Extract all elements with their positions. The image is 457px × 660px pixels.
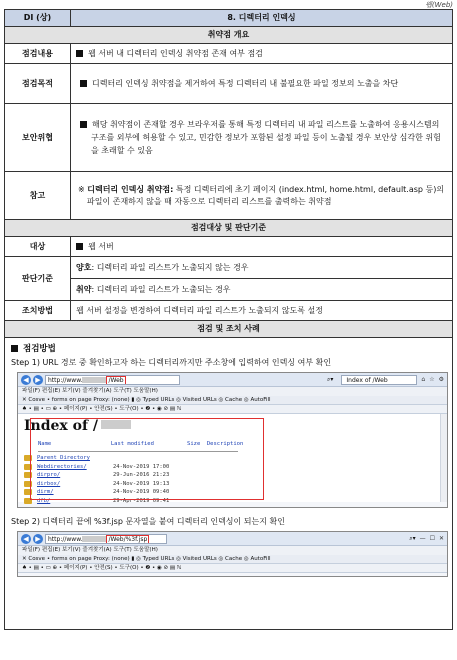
gear-icon[interactable]: ⚙ xyxy=(438,375,444,383)
item-code: DI (상) xyxy=(5,10,71,27)
directory-link[interactable]: Parent Directory xyxy=(37,455,90,461)
url-field[interactable]: http://www. /Web/%3f.jsp xyxy=(45,534,167,544)
row-judge-good xyxy=(5,257,453,279)
row-check-purpose: 점검목적 디렉터리 인덱싱 취약점을 제거하여 특정 디렉터리 내 불필요한 파일 정보의 노출을 차단 xyxy=(5,64,453,104)
row-note: 참고 ※ 디렉터리 인덱싱 취약점: 특정 디렉터리에 초기 페이지 (index.html, home.html, default.asp 등)의 파일이 존재하지 않을 때 자동으로 디렉터리 리스트를 출력하는 취약점 xyxy=(5,172,453,220)
back-icon[interactable]: ◀ xyxy=(21,375,31,385)
directory-link[interactable]: Webdirectories/ xyxy=(37,463,87,470)
page-content xyxy=(18,414,447,502)
good-text: : 디렉터리 파일 리스트가 노출되지 않는 경우 xyxy=(91,262,249,272)
url-suffix-highlight: /Web xyxy=(108,376,124,384)
maximize-icon[interactable]: ☐ xyxy=(429,534,435,542)
directory-link[interactable]: dirbox/ xyxy=(37,480,61,487)
modified-date: 29-Apr-2019 09:41 xyxy=(113,497,170,504)
scrollbar[interactable] xyxy=(440,414,447,502)
bullet-square-icon xyxy=(80,80,87,87)
note-text: 특정 디렉터리에 초기 페이지 (index.html, home.html, default.asp 등)의 파일이 존재하지 않을 때 자동으로 디렉터리 리스트를 출력하는 취약점 xyxy=(87,184,445,206)
row-case-body xyxy=(5,338,453,630)
header-row xyxy=(5,10,453,27)
step2-text: Step 2) 디렉터리 끝에 %3f.jsp 문자열을 붙여 디렉터리 인덱싱이 되는지 확인 xyxy=(11,517,285,526)
directory-link[interactable]: dirm/ xyxy=(37,489,54,495)
bad-text: : 디렉터리 파일 리스트가 노출되는 경우 xyxy=(91,284,231,294)
bad-label: 취약 xyxy=(76,284,92,294)
star-icon[interactable]: ☆ xyxy=(429,375,435,383)
listing-header: Name Last modified Size Description xyxy=(38,441,244,447)
section-overview: 취약점 개요 xyxy=(5,27,453,44)
bullet-square-icon xyxy=(76,243,83,250)
address-bar xyxy=(18,532,447,546)
command-bar[interactable]: ♠ • ▤ • ▭ ⊕ • 페이지(P) • 안전(S) • 도구(O) • ❷ • ◉ ⊘ ▤ ℕ xyxy=(18,405,447,414)
forward-icon[interactable]: ▶ xyxy=(33,375,43,385)
bullet-square-icon xyxy=(11,345,18,352)
modified-date: 24-Nov-2019 09:40 xyxy=(113,489,170,495)
directory-link[interactable]: dirpro/ xyxy=(37,472,61,478)
menu-bar[interactable]: 파일(F) 편집(E) 보기(V) 즐겨찾기(A) 도구(T) 도움말(H) xyxy=(18,546,447,555)
good-label: 양호 xyxy=(76,262,92,272)
back-icon[interactable]: ◀ xyxy=(21,534,31,544)
section-cases: 점검 및 조치 사례 xyxy=(5,321,453,338)
browser-screenshot-2 xyxy=(17,531,448,577)
row-check-content: 점검내용 웹 서버 내 디렉터리 인덱싱 취약점 존재 여부 점검 xyxy=(5,44,453,64)
home-icon[interactable]: ⌂ xyxy=(421,375,426,383)
check-purpose-text: 디렉터리 인덱싱 취약점을 제거하여 특정 디렉터리 내 불필요한 파일 정보의 노출을 차단 xyxy=(92,78,399,88)
category-tag: 웹(Web) xyxy=(425,1,453,9)
address-bar xyxy=(18,373,447,387)
search-icon[interactable]: ⌕▾ xyxy=(327,375,334,383)
minimize-icon[interactable]: — xyxy=(419,534,426,542)
bullet-square-icon xyxy=(76,50,83,57)
row-security-threat: 보안위협 해당 취약점이 존재할 경우 브라우저를 통해 특정 디렉터리 내 파일 리스트를 노출하여 응용시스템의 구조를 외부에 허용할 수 있고, 민감한 정보가 포함된 설정 파일 등이 노출될 경우 보안상 심각한 위험을 초래할 수 있음 xyxy=(5,104,453,172)
directory-link[interactable]: dfb/ xyxy=(37,497,51,504)
row-target: 대상 웹 서버 xyxy=(5,237,453,257)
modified-date: 24-Nov-2019 17:00 xyxy=(113,463,170,470)
method-heading: 점검방법 xyxy=(11,343,446,355)
row-action: 조치방법 웹 서버 설정을 변경하여 디렉터리 파일 리스트가 노출되지 않도록 설정 xyxy=(5,301,453,321)
toolbar[interactable]: ✕ Cosve • forms on page Proxy: (none) ▮ ◎ Typed URLs ◎ Visited URLs ◎ Cache ◎ AutoFill xyxy=(18,555,447,564)
index-title: Index of / xyxy=(24,418,441,434)
item-title: 8. 디렉터리 인덱싱 xyxy=(71,10,453,27)
note-term: 디렉터리 인덱싱 취약점: xyxy=(87,184,174,194)
section-criteria: 점검대상 및 판단기준 xyxy=(5,220,453,237)
url-suffix-highlight: /Web/%3f.jsp xyxy=(108,535,148,543)
bullet-square-icon xyxy=(80,121,87,128)
toolbar[interactable]: ✕ Cosve • forms on page Proxy: (none) ▮ ◎ Typed URLs ◎ Visited URLs ◎ Cache ◎ AutoFill xyxy=(18,396,447,405)
action-text: 웹 서버 설정을 변경하여 디렉터리 파일 리스트가 노출되지 않도록 설정 xyxy=(71,301,453,321)
modified-date: 29-Jun-2016 21:23 xyxy=(113,472,170,478)
check-item-table xyxy=(4,9,453,630)
browser-screenshot-1 xyxy=(17,372,448,508)
search-icon[interactable]: ⌕▾ xyxy=(409,534,416,542)
judge-label: 판단기준 xyxy=(5,257,71,301)
menu-bar[interactable]: 파일(F) 편집(E) 보기(V) 즐겨찾기(A) 도구(T) 도움말(H) xyxy=(18,387,447,396)
row-judge-bad xyxy=(5,279,453,301)
note-mark: ※ xyxy=(78,184,85,194)
command-bar[interactable]: ♠ • ▤ • ▭ ⊕ • 페이지(P) • 안전(S) • 도구(O) • ❷ • ◉ ⊘ ▤ ℕ xyxy=(18,564,447,573)
forward-icon[interactable]: ▶ xyxy=(33,534,43,544)
check-content-text: 웹 서버 내 디렉터리 인덱싱 취약점 존재 여부 점검 xyxy=(88,48,263,58)
step1-text: Step 1) URL 경로 중 확인하고자 하는 디렉터리까지만 주소창에 입력하여 인덱싱 여부 확인 xyxy=(11,358,332,367)
url-field[interactable]: http://www. /Web xyxy=(45,375,180,385)
modified-date: 24-Nov-2019 19:13 xyxy=(113,480,170,487)
highlight-box xyxy=(30,418,264,500)
security-threat-text: 해당 취약점이 존재할 경우 브라우저를 통해 특정 디렉터리 내 파일 리스트를 노출하여 응용시스템의 구조를 외부에 허용할 수 있고, 민감한 정보가 포함된 설정 파일 등이 노출될 경우 보안상 심각한 위험을 초래할 수 있음 xyxy=(91,120,441,155)
target-text: 웹 서버 xyxy=(88,241,114,251)
browser-tab[interactable]: Index of /Web xyxy=(341,375,417,385)
close-icon[interactable]: ✕ xyxy=(438,534,444,542)
